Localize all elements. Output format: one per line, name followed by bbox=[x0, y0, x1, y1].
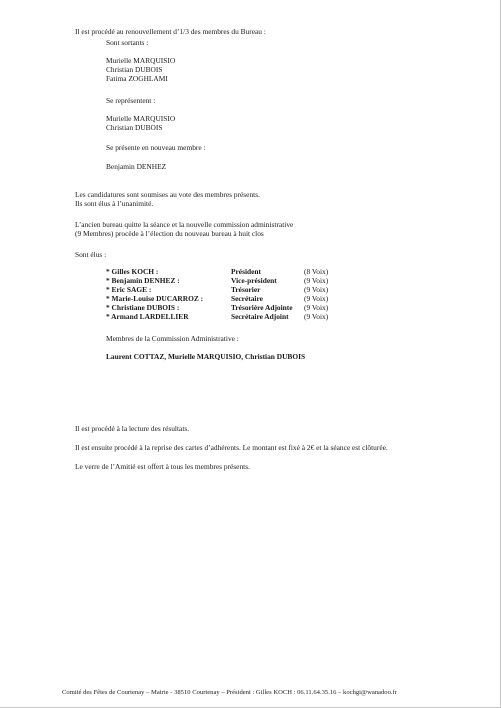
commission-members: Laurent COTTAZ, Murielle MARQUISIO, Christian DUBOIS bbox=[106, 352, 306, 361]
page-footer: Comité des Fêtes de Courtenay – Mairie - 38510 Courtenay – Président : Gilles KOCH : 06.11.64.35.16 – kochgi@wanadoo.fr bbox=[62, 689, 397, 696]
elected-role: Président bbox=[231, 267, 261, 276]
elected-name: * Christiane DUBOIS : bbox=[106, 303, 180, 312]
elected-row bbox=[0, 267, 400, 276]
rerunning-name: Christian DUBOIS bbox=[106, 123, 163, 132]
elected-row bbox=[0, 303, 400, 312]
elected-votes: (9 Voix) bbox=[304, 303, 329, 312]
intro-text: Il est procédé au renouvellement d’1/3 des membres du Bureau : bbox=[75, 27, 266, 36]
elected-name: * Marie-Louise DUCARROZ : bbox=[106, 294, 204, 303]
board-text-line: (9 Membres) procède à l’élection du nouveau bureau à huit clos bbox=[75, 229, 264, 238]
rerunning-label: Se représentent : bbox=[106, 96, 156, 105]
elected-row bbox=[0, 276, 400, 285]
elected-votes: (9 Voix) bbox=[304, 312, 329, 321]
elected-row bbox=[0, 285, 400, 294]
rerunning-name: Murielle MARQUISIO bbox=[106, 114, 176, 123]
outgoing-name: Christian DUBOIS bbox=[106, 65, 163, 74]
elected-votes: (8 Voix) bbox=[304, 267, 329, 276]
elected-row bbox=[0, 312, 400, 321]
elected-row bbox=[0, 294, 400, 303]
elected-role: Vice-président bbox=[231, 276, 277, 285]
new-member-label: Se présente en nouveau membre : bbox=[106, 143, 206, 152]
elected-name: * Armand LARDELLIER bbox=[106, 312, 189, 321]
board-text-line: L’ancien bureau quitte la séance et la nouvelle commission administrative bbox=[75, 220, 294, 229]
elected-role: Trésorier bbox=[231, 285, 261, 294]
closing-line: Il est procédé à la lecture des résultats. bbox=[75, 424, 190, 433]
elected-votes: (9 Voix) bbox=[304, 285, 329, 294]
outgoing-name: Murielle MARQUISIO bbox=[106, 56, 176, 65]
elected-role: Trésorière Adjointe bbox=[231, 303, 293, 312]
elected-label: Sont élus : bbox=[75, 250, 107, 259]
elected-role: Secrétaire bbox=[231, 294, 263, 303]
vote-text-line: Ils sont élus à l’unanimité. bbox=[75, 199, 154, 208]
new-member-name: Benjamin DENHEZ bbox=[106, 162, 167, 171]
elected-votes: (9 Voix) bbox=[304, 294, 329, 303]
elected-votes: (9 Voix) bbox=[304, 276, 329, 285]
commission-label: Membres de la Commission Administrative : bbox=[106, 334, 239, 343]
vote-text-line: Les candidatures sont soumises au vote des membres présents. bbox=[75, 190, 260, 199]
outgoing-name: Fatima ZOGHLAMI bbox=[106, 74, 168, 83]
outgoing-label: Sont sortants : bbox=[106, 38, 149, 47]
elected-name: * Benjamin DENHEZ : bbox=[106, 276, 180, 285]
closing-line: Il est ensuite procédé à la reprise des cartes d’adhérents. Le montant est fixé à 2€ et la séance est clôturée. bbox=[75, 443, 388, 452]
elected-role: Secrétaire Adjoint bbox=[231, 312, 289, 321]
elected-name: * Gilles KOCH : bbox=[106, 267, 159, 276]
elected-name: * Eric SAGE : bbox=[106, 285, 152, 294]
closing-line: Le verre de l’Amitié est offert à tous les membres présents. bbox=[75, 462, 250, 471]
